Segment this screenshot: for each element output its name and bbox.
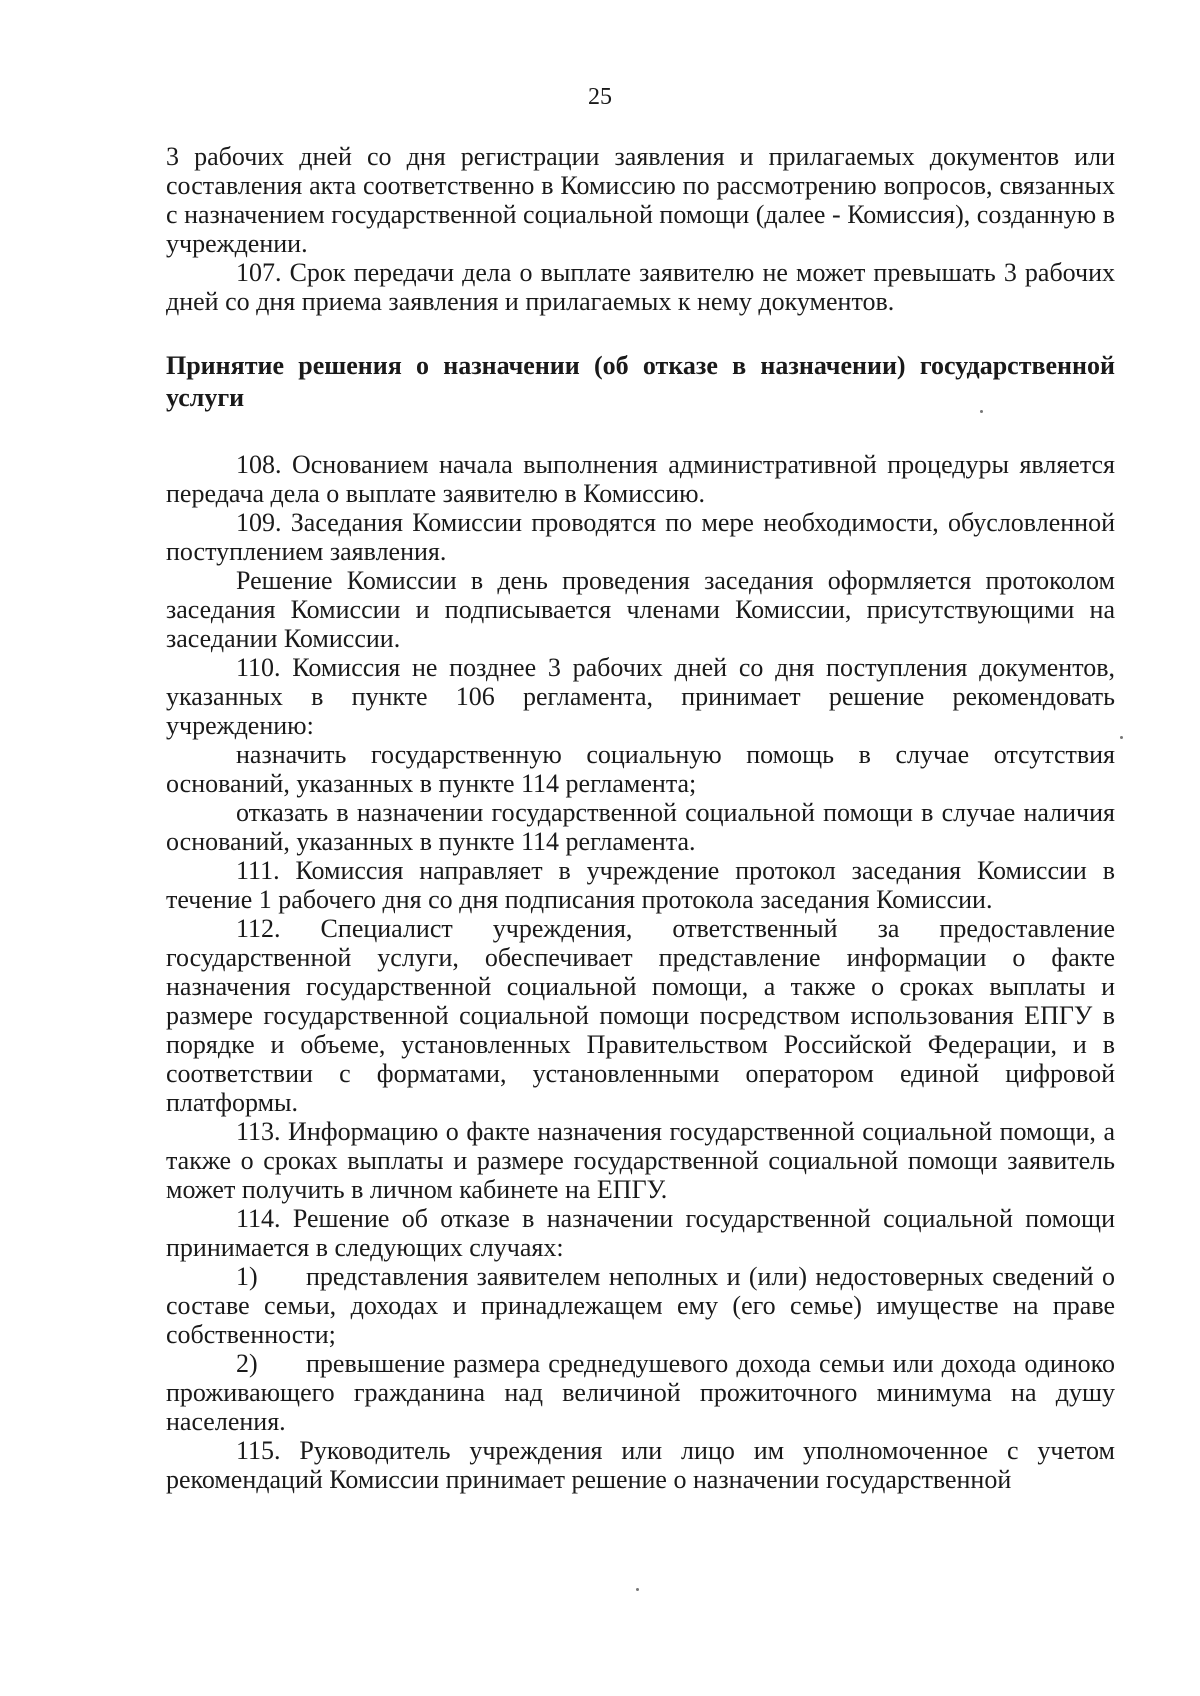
list-item-1	[166, 1262, 1115, 1349]
paragraph-112: 112. Специалист учреждения, ответственный за предоставление государственной услуги, обеспечивает представление информации о факте назначения государственной социальной помощи, а также о сроках выплаты и размере государственной социальной помощи посредством использования ЕПГУ в порядке и объеме, установленных Правительством Российской Федерации, и в соответствии с форматами, установленными оператором единой цифровой платформы.	[166, 914, 1115, 1117]
paragraph-113: 113. Информацию о факте назначения государственной социальной помощи, а также о сроках выплаты и размере государственной социальной помощи заявитель может получить в личном кабинете на ЕПГУ.	[166, 1117, 1115, 1204]
paragraph-110-refuse: отказать в назначении государственной социальной помощи в случае наличия оснований, указанных в пункте 114 регламента.	[166, 798, 1115, 856]
page-number: 25	[588, 84, 612, 110]
paragraph-109-decision: Решение Комиссии в день проведения заседания оформляется протоколом заседания Комиссии и подписывается членами Комиссии, присутствующими на заседании Комиссии.	[166, 566, 1115, 653]
scan-speck	[1120, 736, 1123, 739]
paragraph-114: 114. Решение об отказе в назначении государственной социальной помощи принимается в следующих случаях:	[166, 1204, 1115, 1262]
paragraph-110-assign: назначить государственную социальную помощь в случае отсутствия оснований, указанных в пункте 114 регламента;	[166, 740, 1115, 798]
document-body	[166, 142, 1115, 1494]
paragraph-115: 115. Руководитель учреждения или лицо им уполномоченное с учетом рекомендаций Комиссии принимает решение о назначении государственной	[166, 1436, 1115, 1494]
paragraph-continuation: 3 рабочих дней со дня регистрации заявления и прилагаемых документов или составления акта соответственно в Комиссию по рассмотрению вопросов, связанных с назначением государственной социальной помощи (далее - Комиссия), созданную в учреждении.	[166, 142, 1115, 258]
list-item-number: 2)	[236, 1349, 258, 1378]
paragraph-109: 109. Заседания Комиссии проводятся по мере необходимости, обусловленной поступлением заявления.	[166, 508, 1115, 566]
section-heading: Принятие решения о назначении (об отказе в назначении) государственной услуги	[166, 351, 1115, 412]
list-item-2	[166, 1349, 1115, 1436]
list-item-text: представления заявителем неполных и (или) недостоверных сведений о составе семьи, доходах и принадлежащем ему (его семье) имуществе на праве собственности;	[166, 1262, 1115, 1349]
list-item-text: превышение размера среднедушевого дохода семьи или дохода одиноко проживающего гражданина над величиной прожиточного минимума на душу населения.	[166, 1349, 1115, 1436]
scan-speck	[636, 1588, 639, 1591]
paragraph-108: 108. Основанием начала выполнения административной процедуры является передача дела о выплате заявителю в Комиссию.	[166, 450, 1115, 508]
paragraph-107: 107. Срок передачи дела о выплате заявителю не может превышать 3 рабочих дней со дня приема заявления и прилагаемых к нему документов.	[166, 258, 1115, 316]
paragraph-111: 111. Комиссия направляет в учреждение протокол заседания Комиссии в течение 1 рабочего дня со дня подписания протокола заседания Комиссии.	[166, 856, 1115, 914]
list-item-number: 1)	[236, 1262, 258, 1291]
scan-speck	[980, 410, 983, 413]
paragraph-110: 110. Комиссия не позднее 3 рабочих дней со дня поступления документов, указанных в пункте 106 регламента, принимает решение рекомендовать учреждению:	[166, 653, 1115, 740]
